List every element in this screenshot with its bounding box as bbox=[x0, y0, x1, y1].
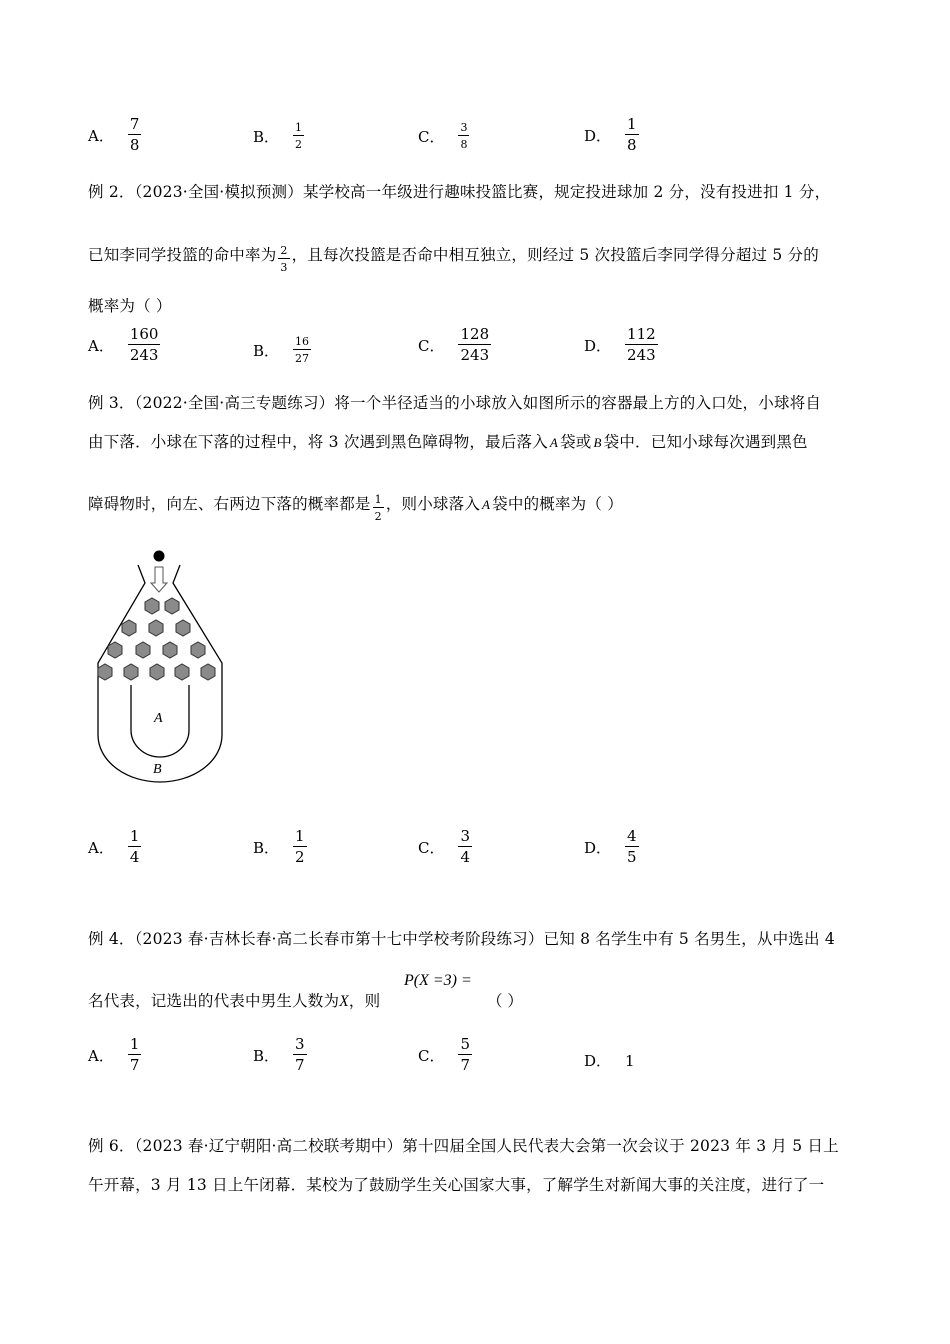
ex4-formula: P(X =3) = bbox=[404, 972, 472, 989]
ex4-option-d: D． 1 bbox=[584, 1051, 635, 1070]
ex6-line2: 午开幕，3 月 13 日上午闭幕．某校为了鼓励学生关心国家大事，了解学生对新闻大事的关注度，进行了一 bbox=[88, 1176, 825, 1194]
ex4-line2: 名代表，记选出的代表中男生人数为X，则 bbox=[88, 992, 381, 1010]
ex3-line2: 由下落．小球在下落的过程中，将 3 次遇到黑色障碍物，最后落入 A 袋或 B 袋中．已知小球每次遇到黑色 bbox=[88, 433, 808, 451]
q1-option-d: D． $\frac{1}{8}$ bbox=[584, 115, 637, 154]
ex2-option-a: A． $\frac{160}{243}$ bbox=[88, 325, 159, 364]
q1-option-b: B． $\frac{1}{2}$ bbox=[253, 121, 303, 151]
q1-option-a: A． $\frac{7}{8}$ bbox=[88, 115, 140, 154]
ex2-option-d: D． $\frac{112}{243}$ bbox=[584, 325, 656, 364]
figure-label-b: B bbox=[153, 762, 162, 777]
ex3-option-b: B． $\frac{1}{2}$ bbox=[253, 827, 305, 866]
ball bbox=[154, 551, 165, 562]
ex2-line3: 概率为（ ） bbox=[88, 297, 172, 315]
ex4-paren: （ ） bbox=[487, 992, 523, 1010]
container-figure bbox=[88, 545, 258, 790]
ex2-option-c: C． $\frac{128}{243}$ bbox=[418, 325, 490, 364]
ex4-option-b: B． $\frac{3}{7}$ bbox=[253, 1035, 305, 1074]
ex3-option-a: A． $\frac{1}{4}$ bbox=[88, 827, 140, 866]
ex3-line1: 例 3．（2022·全国·高三专题练习）将一个半径适当的小球放入如图所示的容器最上方的入口处，小球将自 bbox=[88, 394, 822, 412]
ex4-line1: 例 4．（2023 春·吉林长春·高二长春市第十七中学校考阶段练习）已知 8 名学生中有 5 名男生，从中选出 4 bbox=[88, 930, 835, 948]
ex2-line2: 已知李同学投篮的命中率为 $\frac{2}{3}$ ，且每次投篮是否命中相互独立，则经过 5 次投篮后李同学得分超过 5 分的 bbox=[88, 244, 819, 274]
figure-label-a: A bbox=[154, 711, 163, 726]
ex3-option-c: C． $\frac{3}{4}$ bbox=[418, 827, 471, 866]
ex4-option-a: A． $\frac{1}{7}$ bbox=[88, 1035, 140, 1074]
q1-option-c: C． $\frac{3}{8}$ bbox=[418, 121, 468, 151]
ex3-line3: 障碍物时，向左、右两边下落的概率都是 $\frac{1}{2}$ ，则小球落入 A 袋中的概率为（ ） bbox=[88, 493, 623, 523]
ex4-option-c: C． $\frac{5}{7}$ bbox=[418, 1035, 471, 1074]
ex2-option-b: B． $\frac{16}{27}$ bbox=[253, 335, 310, 365]
obstacles bbox=[98, 598, 215, 680]
ex2-line1: 例 2．（2023·全国·模拟预测）某学校高一年级进行趣味投篮比赛，规定投进球加 2 分，没有投进扣 1 分， bbox=[88, 183, 831, 201]
ex6-line1: 例 6．（2023 春·辽宁朝阳·高二校联考期中）第十四届全国人民代表大会第一次会议于 2023 年 3 月 5 日上 bbox=[88, 1137, 839, 1155]
ex3-option-d: D． $\frac{4}{5}$ bbox=[584, 827, 637, 866]
down-arrow-icon bbox=[151, 567, 167, 592]
